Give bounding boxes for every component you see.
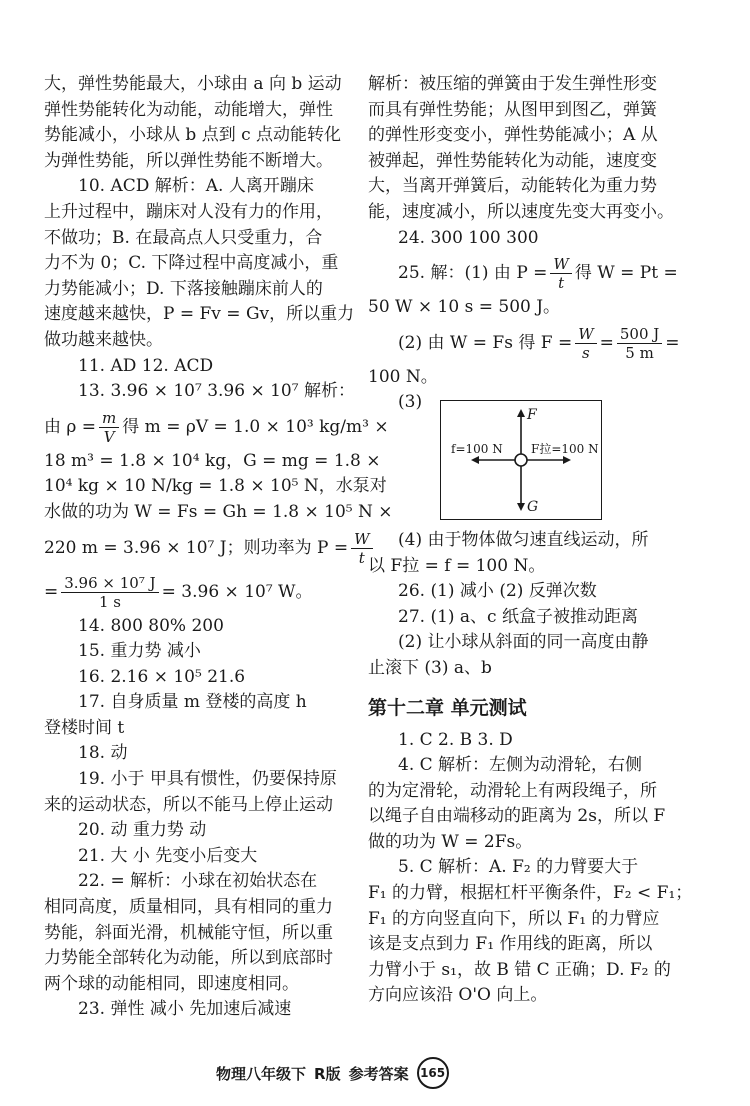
text-line: 10⁴ kg × 10 N/kg = 1.8 × 10⁵ N，水泵对 [44,476,387,497]
page-number: 165 [417,1057,449,1089]
text-line: 不做功；B. 在最高点人只受重力，合 [44,227,323,248]
answer-17: 17. 自身质量 m 登楼的高度 h [78,692,307,713]
text-line: 力臂小于 s₁，故 B 错 C 正确；D. F₂ 的 [368,959,671,980]
text-line: 100 N。 [368,366,438,387]
footer-answers: 参考答案 [348,1064,409,1083]
text-line: 来的运动状态，所以不能马上停止运动 [44,794,333,815]
text-line: 水做的功为 W = Fs = Gh = 1.8 × 10⁵ N × [44,501,393,522]
object-point [515,454,527,466]
fraction-w-over-t [550,255,571,292]
friction-arrowhead [471,456,479,464]
text-line: 能，速度减小，所以速度先变大再变小。 [368,201,674,222]
text-line: 大，弹性势能最大，小球由 a 向 b 运动 [44,74,342,94]
answer-11-12: 11. AD 12. ACD [78,355,214,376]
numerator: 3.96 × 10⁷ J [61,574,158,593]
denominator: s [582,343,590,362]
formula-text: 25. 解：(1) 由 P = [398,263,548,284]
formula-line [368,321,694,365]
footer-title: 物理八年级下 [216,1064,307,1083]
force-f-arrowhead [517,409,525,417]
text-line: 弹性势能转化为动能，动能增大，弹性 [44,99,333,120]
answer-20: 20. 动 重力势 动 [78,820,207,841]
denominator: t [358,548,365,567]
answer-23: 23. 弹性 减小 先加速后减速 [78,999,292,1020]
label-f: F [527,406,537,423]
text-line: 做的功为 W = 2Fs。 [368,831,533,852]
formula-text: (2) 由 W = Fs 得 F = [398,332,573,353]
text-line: 势能，斜面光滑，机械能守恒，所以重 [44,922,333,943]
force-g-arrowhead [517,503,525,511]
numerator: 500 J [617,325,662,344]
text-line: F₁ 的力臂，根据杠杆平衡条件，F₂ < F₁； [368,883,693,904]
answers-1-3: 1. C 2. B 3. D [398,729,513,750]
text-line: 该是支点到力 F₁ 作用线的距离，所以 [368,934,653,955]
answer-27: 27. (1) a、c 纸盒子被推动距离 [398,606,638,627]
answer-26: 26. (1) 减小 (2) 反弹次数 [398,581,597,602]
formula-text: = 3.96 × 10⁷ W。 [161,581,313,602]
formula-text: = [599,332,614,353]
answer-14: 14. 800 80% 200 [78,615,224,636]
formula-line [368,251,694,295]
text-line: 以绳子自由端移动的距离为 2s，所以 F [368,806,666,827]
formula-text: 220 m = 3.96 × 10⁷ J；则功率为 P = [44,537,349,558]
force-diagram [440,400,602,520]
text-line: 方向应该沿 O'O 向上。 [368,985,548,1006]
answer-13: 13. 3.96 × 10⁷ 3.96 × 10⁷ 解析： [78,381,355,402]
label-pull: F拉=100 N [531,441,599,456]
label-g: G [527,498,539,515]
text-line: 的弹性形变变小，弹性势能减小；A 从 [368,125,658,146]
answer-16: 16. 2.16 × 10⁵ 21.6 [78,666,246,687]
text-line: 为弹性势能，所以弹性势能不断增大。 [44,150,333,171]
text-line: 18 m³ = 1.8 × 10⁴ kg，G = mg = 1.8 × [44,450,381,471]
formula-text: = [665,332,680,353]
formula-line [44,526,370,570]
text-line: 力不为 0；C. 下降过程中高度减小，重 [44,253,339,274]
answer-24: 24. 300 100 300 [398,227,539,248]
denominator: t [558,274,565,293]
formula-text: = [44,581,59,602]
footer-edition: R版 [314,1064,341,1083]
text-line: 上升过程中，蹦床对人没有力的作用， [44,201,333,222]
numerator: W [575,325,596,344]
numerator: W [351,530,372,549]
text-line: 两个球的动能相同，即速度相同。 [44,973,299,994]
fraction-m-over-v [99,409,119,446]
numerator: W [550,255,571,274]
part-3-label: (3) [398,392,423,413]
text-line: 力势能减小；D. 下落接触蹦床前人的 [44,278,323,299]
text-line: 速度越来越快，P = Fv = Gv，所以重力 [44,304,355,325]
fraction-500-over-5 [617,325,662,362]
answer-10: 10. ACD 解析：A. 人离开蹦床 [78,176,314,197]
denominator: 1 s [98,592,121,611]
chapter-heading: 第十二章 单元测试 [368,696,527,719]
text-line: 的为定滑轮，动滑轮上有两段绳子，所 [368,780,657,801]
answer-5: 5. C 解析：A. F₂ 的力臂要大于 [398,857,639,878]
answer-4: 4. C 解析：左侧为动滑轮，右侧 [398,755,643,776]
formula-line [44,570,362,614]
left-column [44,72,393,1023]
denominator: V [103,427,115,446]
pull-arrowhead [563,456,571,464]
text-line: 相同高度，质量相同，具有相同的重力 [44,897,333,918]
fraction-power [61,574,158,611]
answer-18: 18. 动 [78,743,128,764]
formula-text: 得 m = ρV = 1.0 × 10³ kg/m³ × [122,416,389,437]
text-line: 登楼时间 t [44,717,125,738]
text-line: (2) 让小球从斜面的同一高度由静 [398,632,649,653]
text-line: 解析：被压缩的弹簧由于发生弹性形变 [368,74,657,94]
text-line: F₁ 的方向竖直向下，所以 F₁ 的力臂应 [368,908,660,929]
answer-15: 15. 重力势 减小 [78,641,201,662]
right-column [368,72,694,1009]
text-line: 做功越来越快。 [44,329,163,350]
force-diagram-svg [441,401,601,519]
denominator: 5 m [625,343,654,362]
part-4: (4) 由于物体做匀速直线运动，所 [398,529,649,550]
answer-22: 22. = 解析：小球在初始状态在 [78,871,318,892]
formula-text: 由 ρ = [44,416,97,437]
text-line: 而具有弹性势能；从图甲到图乙，弹簧 [368,99,657,120]
formula-text: 得 W = Pt = [574,263,678,284]
text-line: 被弹起，弹性势能转化为动能，速度变 [368,150,657,171]
answer-19: 19. 小于 甲具有惯性，仍要保持原 [78,769,337,790]
label-friction: f=100 N [451,441,503,456]
answer-21: 21. 大 小 先变小后变大 [78,845,258,866]
text-line: 力势能全部转化为动能，所以到底部时 [44,948,333,969]
text-line: 50 W × 10 s = 500 J。 [368,297,561,318]
page-footer [216,1058,516,1088]
fraction-w-over-s [575,325,596,362]
text-line: 势能减小，小球从 b 点到 c 点动能转化 [44,125,342,146]
numerator: m [99,409,119,428]
formula-line [44,405,389,449]
text-line: 大，当离开弹簧后，动能转化为重力势 [368,176,657,197]
text-line: 止滚下 (3) a、b [368,657,492,678]
text-line: 以 F拉 = f = 100 N。 [368,555,546,576]
